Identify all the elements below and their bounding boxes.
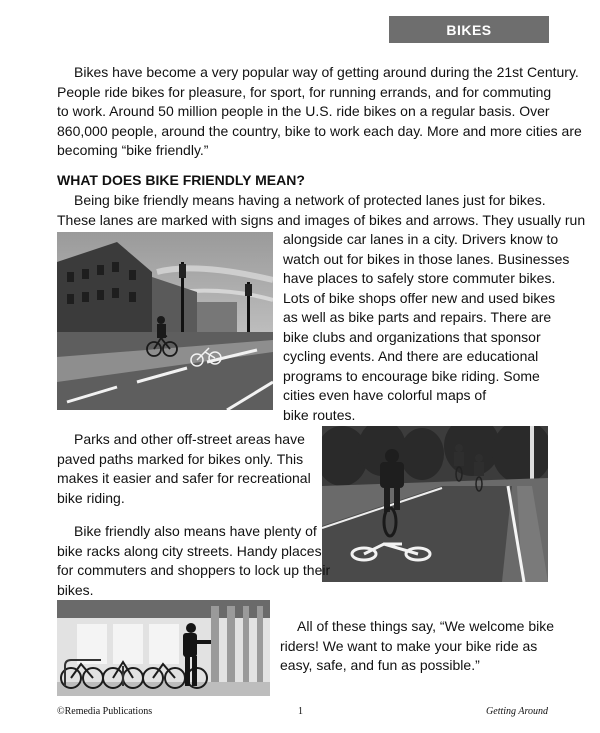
section-line: bike clubs and organizations that sponsor [283, 328, 541, 345]
section-line: Being bike friendly means having a network of protected lanes just for bikes. [74, 192, 546, 208]
section-line: These lanes are marked with signs and images of bikes and arrows. They usually run [57, 211, 586, 228]
section-paragraph-wrap [283, 230, 569, 425]
intro-line: Bikes have become a very popular way of getting around during the 21st Century. [74, 64, 579, 80]
parks-line: makes it easier and safer for recreational [57, 470, 311, 486]
intro-line: becoming “bike friendly.” [57, 142, 209, 158]
parks-paragraph [57, 430, 311, 508]
closing-line: All of these things say, “We welcome bike [297, 618, 555, 634]
racks-line: for commuters and shoppers to lock up their [57, 562, 331, 578]
city-bike-lane-photo [57, 232, 273, 410]
racks-line: bike racks along city streets. Handy places [57, 542, 322, 559]
section-line: programs to encourage bike riding. Some [283, 367, 540, 384]
section-heading: WHAT DOES BIKE FRIENDLY MEAN? [57, 172, 305, 188]
racks-line: bikes. [57, 581, 94, 598]
footer-publisher: ©Remedia Publications [57, 706, 153, 717]
section-line: cycling events. And there are educational [283, 348, 539, 364]
section-tag: BIKES [389, 16, 549, 43]
footer-book-title: Getting Around [486, 706, 548, 717]
footer-page-number: 1 [298, 706, 303, 717]
parks-line: bike riding. [57, 489, 125, 506]
section-line: Lots of bike shops offer new and used bikes [283, 289, 556, 306]
park-bike-path-photo [322, 426, 548, 582]
intro-paragraph [57, 63, 582, 161]
racks-line: Bike friendly also means have plenty of [74, 523, 317, 539]
closing-line: easy, safe, and fun as possible.” [280, 657, 480, 673]
intro-line: People ride bikes for pleasure, for sport, for running errands, and for commuting [57, 83, 552, 100]
intro-line: to work. Around 50 million people in the U.S. ride bikes on a regular basis. Over [57, 103, 550, 119]
section-line: bike routes. [283, 406, 356, 423]
section-line: alongside car lanes in a city. Drivers know to [283, 231, 559, 247]
intro-line: 860,000 people, around the country, bike to work each day. More and more cities are [57, 122, 582, 139]
closing-line: riders! We want to make your bike ride as [280, 637, 538, 654]
bike-rack-photo [57, 600, 270, 696]
section-paragraph-full [57, 191, 585, 230]
section-line: as well as bike parts and repairs. There are [283, 309, 552, 325]
parks-line: Parks and other off-street areas have [74, 431, 305, 447]
section-line: have places to safely store commuter bikes. [283, 270, 556, 286]
section-line: cities even have colorful maps of [283, 387, 487, 403]
section-line: watch out for bikes in those lanes. Businesses [283, 250, 570, 267]
closing-paragraph [280, 617, 554, 676]
racks-paragraph [57, 522, 330, 600]
parks-line: paved paths marked for bikes only. This [57, 450, 304, 467]
